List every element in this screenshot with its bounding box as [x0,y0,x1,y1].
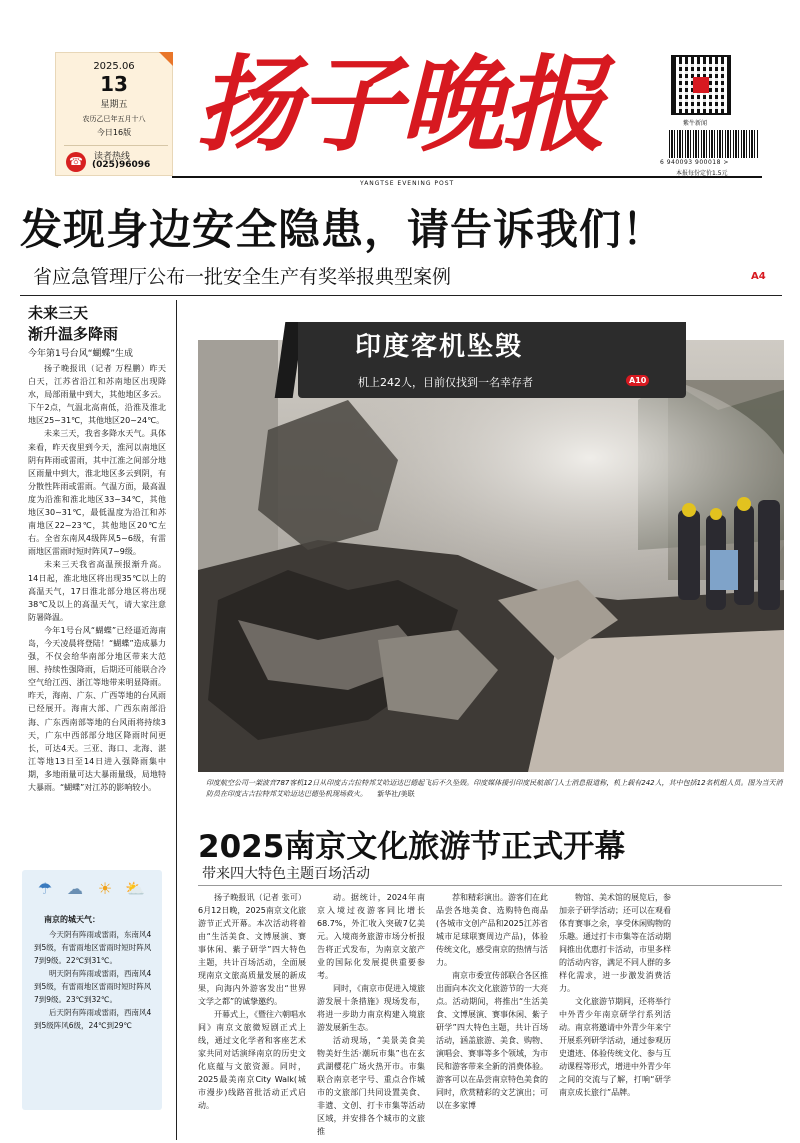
date-weekday: 星期五 [100,100,128,110]
weather-story-deck: 今年第1号台风“蝴蝶”生成 [28,349,134,359]
weather-story-body [28,362,166,880]
paragraph: 物馆、美术馆的展览后，参加亲子研学活动；还可以在观看体育赛事之余，享受休闲购物的乐趣。通过打卡市集等在活动期间推出优惠打卡活动，市里多样的活动内容，满足不同人群的多样化需求，进一步激发消费活力。 [559,893,671,993]
photo-caption [206,778,784,800]
paragraph: 开幕式上，《暨往六朝唱水间》南京文旅微短剧正式上线，通过文化学者和客座艺术家共同对话演绎南京的历史文化底蕴与文旅资源。同时，2025最美南京City Walk(城市漫步)线路首批活动正式启动。 [198,1010,306,1110]
paragraph: 文化旅游节期间，还将举行中外青少年南京研学行系列活动。南京将邀请中外青少年来宁开展系列研学活动，通过参观历史遗迹、体验传统文化、参与互动课程等形式，增进中外青少年之间的交流与了解，打响“研学南京成长旅行”品牌。 [559,997,671,1097]
date-day: 13 [100,72,128,96]
festival-column-3 [436,891,548,1137]
paragraph: 荐和精彩演出。游客们在此品尝各地美食、选购特色商品(各城市文创产品和2025江苏省城市足球联赛周边产品)，体验传统文化，感受南京的热情与活力。 [436,893,548,967]
cloud-icon: ☁ [67,879,83,898]
lead-subheadline: 省应急管理厅公布一批安全生产有奖举报典型案例 [33,266,452,288]
paragraph: 动。据统计，2024年南京入境过夜游客同比增长68.7%，外汇收入突破7亿美元。入境商务旅游市场分析报告将正式发布，为南京文旅产业的国际化发展提供重要参考。 [317,893,425,980]
hotline-label: 读者热线 [94,152,131,162]
headline-rule [20,295,782,296]
barcode-number: 6 940093 900018 > [660,159,729,166]
reader-hotline [64,145,168,173]
festival-subheadline: 带来四大特色主题百场活动 [202,866,370,882]
date-year-month: 2025.06 [93,61,135,72]
paragraph: 未来三天，我省多降水天气。具体来看，昨天夜里到今天，淮河以南地区阴有阵雨或雷雨，其中江淮之间部分地区雨量中到大，淮北地区多云到阴，有分散性阵雨或雷雨。气温方面，最高温度为沿淮和淮北地区33~34℃，其他地区30~31℃，最低温度为沿江和苏南地区22~23℃，其他地区20℃左右。全省东南风4级阵风5~6级，有雷雨地区雷雨时短时阵风7~9级。 [28,429,166,557]
festival-headline[interactable]: 2025南京文化旅游节正式开幕 [198,829,626,865]
umbrella-icon: ☂ [37,879,53,898]
barcode-icon [669,130,759,158]
column-divider [176,300,177,1140]
paragraph: 南京市委宣传部联合各区推出面向本次文化旅游节的一大亮点。活动期间，将推出“生活美食、文博展演、赛事休闲、紫子研学”四大特色主题，共计百场活动，涵盖旅游、美食、购物、演唱会、赛事等多个领域，为市民和游客带来全新的消费体验。游客可以在品尝南京特色美食的同时，欣赏精彩的文艺演出；可以在多家博 [436,971,548,1110]
date-pages: 今日16版 [96,128,132,137]
phone-icon: ☎ [66,152,86,172]
partly-cloudy-icon: ⛅ [125,879,145,898]
paragraph: 未来三天我省高温预报渐升高。14日起，淮北地区将出现35℃以上的高温天气，17日淮北部分地区将出现38℃及以上的高温天气，请大家注意防暑降温。 [28,560,166,622]
sun-icon: ☀ [97,879,113,898]
paragraph: 扬子晚报讯（记者 万程鹏）昨天白天，江苏省沿江和苏南地区出现降水，局部雨量中到大，其他地区多云。下午2点，气温北高南低，沿淮及淮北地区25~31℃，其他地区20~24℃。 [28,364,166,426]
festival-column-4 [559,891,671,1137]
paragraph: 同时，《南京市促进入境旅游发展十条措施》现场发布，将进一步助力南京构建入境旅游发展新生态。 [317,984,425,1032]
hotline-number: (025)96096 [92,160,151,170]
festival-rule [198,885,782,886]
paragraph: 活动现场，“美景美食美物美好生活·潮玩市集”也在玄武湖樱花广场火热开市。市集联合南京老字号、重点合作城市的文旅部门共同设置美食、非遗、文创、打卡市集等活动区域，并安排各个城市的文旅推 [317,1036,425,1136]
qr-caption: 紫牛新闻 [683,120,708,127]
weather-box-body [34,928,156,1032]
paragraph: 后天阴有阵雨或雷雨，西南风4到5级阵风6级，24℃到29℃ [34,1008,152,1030]
weather-story-title-2[interactable]: 渐升温多降雨 [28,325,119,343]
weather-forecast-box [22,870,162,1110]
crash-subheadline: 机上242人，目前仅找到一名幸存者 [358,376,533,389]
qr-code-icon[interactable] [671,55,731,115]
festival-body [198,891,782,1137]
crash-photo[interactable] [198,340,784,772]
crash-headline[interactable]: 印度客机坠毁 [355,332,524,362]
photo-credit: 新华社/美联 [377,790,415,798]
date-lunar: 农历乙巳年五月十八 [82,115,146,123]
paragraph: 明天阴有阵雨或雷雨，西南风4到5级，有雷雨地区雷雨时短时阵风7到9级。23℃到32℃。 [34,969,152,1004]
lead-page-ref[interactable]: A4 [751,271,766,282]
barcode-price: 本报每份定价1.5元 [676,170,728,177]
lead-headline[interactable]: 发现身边安全隐患，请告诉我们！ [20,205,666,254]
masthead-english: YANGTSE EVENING POST [360,180,455,187]
paragraph: 扬子晚报讯（记者 张可）6月12日晚，2025南京文化旅游节正式开幕。本次活动将着由“生活美食、文博展演、赛事休闲、紫子研学”四大特色主题，共计百场活动，全面展现南京文旅高质量发展的新成果，向海内外游客发出“世界文学之都”的诚挚邀约。 [198,893,306,1006]
festival-column-2 [317,891,425,1137]
festival-column-1 [198,891,306,1137]
weather-story-title-1[interactable]: 未来三天 [28,304,89,322]
paragraph: 今年1号台风“蝴蝶”已经逼近海南岛，今天凌晨将登陆！“蝴蝶”造成暴力强，不仅会给华南部分地区带来大范围、持续性强降雨，后期还可能联合冷空气给江西、浙江等地带来明显降雨。昨天，海南、广东、广西等地的台风雨已经展开。海南大部、广西东南部沿海、广东西南部等地的台风雨将持续3天，广东中西部部分地区降雨时间更长，可达4天。三亚、海口、北海、湛江等地13日至14日进入强降雨集中期，多地雨量可达大暴雨量级，局地特大暴雨。“蝴蝶”对江苏的影响较小。 [28,625,166,792]
masthead-title: 扬子晚报 [196,43,605,166]
masthead-rule [172,176,762,178]
weather-icons [34,878,154,902]
weather-box-title: 南京的城天气： [44,915,100,924]
paragraph: 今天阴有阵雨或雷雨，东南风4到5级，有雷雨地区雷雨时短时阵风7到9级。22℃到31℃。 [34,930,152,965]
date-box [55,52,173,176]
crash-page-ref[interactable]: A10 [626,375,649,386]
caption-text: 印度航空公司一架波音787客机12日从印度古吉拉特邦艾哈迈达巴德起飞后不久坠毁。印度媒体援引印度民航部门人士消息报道称，机上载有242人，其中包括12名机组人员。图为当天消防员在印度古吉拉特邦艾哈迈达巴德坠机现场救火。 [206,779,783,798]
